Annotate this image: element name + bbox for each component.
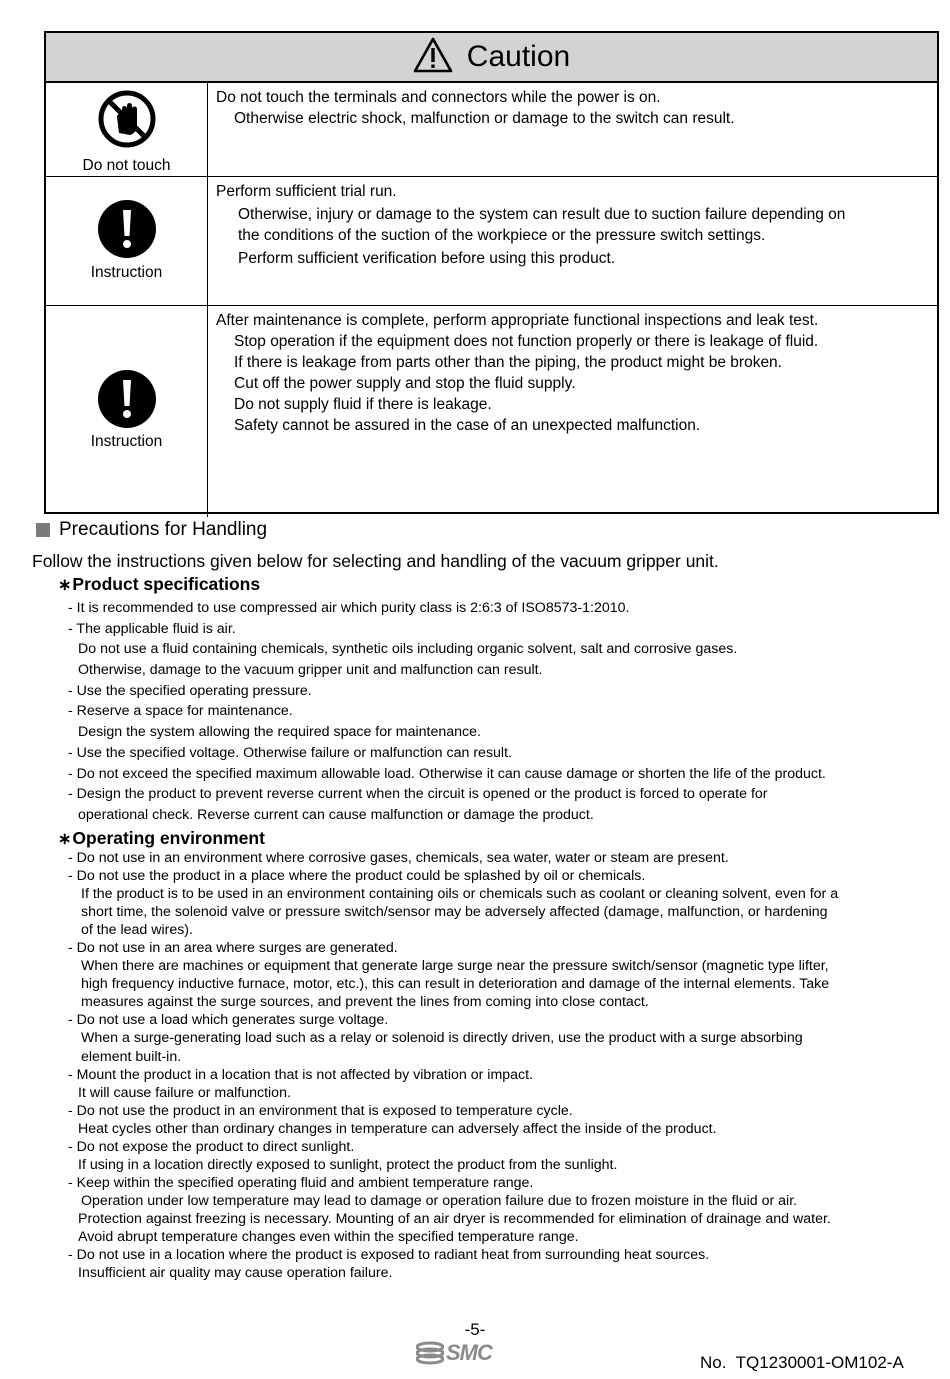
caution-line: Otherwise electric shock, malfunction or damage to the switch can result. — [234, 110, 735, 127]
caution-line: Do not supply fluid if there is leakage. — [234, 396, 492, 413]
list-item: Heat cycles other than ordinary changes in temperature can adversely affect the inside of the product. — [78, 1120, 717, 1137]
list-item: - Do not use the product in a place where the product could be splashed by oil or chemicals. — [68, 868, 646, 885]
list-item: - Do not use in an environment where corrosive gases, chemicals, sea water, water or steam are present. — [68, 850, 729, 866]
list-item: When a surge-generating load such as a relay or solenoid is directly driven, use the product with a surge absorbing — [81, 1030, 803, 1047]
asterisk-icon: ∗ — [58, 577, 72, 594]
caution-line: Otherwise, injury or damage to the system can result due to suction failure depending on — [238, 206, 846, 223]
list-item: - It is recommended to use compressed air which purity class is 2:6:3 of ISO8573-1:2010. — [68, 600, 630, 616]
list-item: operational check. Reverse current can cause malfunction or damage the product. — [78, 806, 594, 823]
caution-icon-cell — [46, 83, 208, 176]
subheading-product-specs — [58, 574, 260, 595]
section-heading — [36, 519, 267, 541]
caution-table — [44, 31, 939, 514]
caution-row-do-not-touch — [46, 82, 937, 176]
smc-logo-mark-icon — [416, 1341, 444, 1365]
caution-line: Cut off the power supply and stop the fluid supply. — [234, 375, 576, 392]
list-item: short time, the solenoid valve or pressure switch/sensor may be adversely affected (damage, malfunction, or hardening — [81, 904, 828, 921]
operating-env-list — [68, 849, 928, 1282]
list-item: - Mount the product in a location that is not affected by vibration or impact. — [68, 1066, 534, 1083]
caution-line: Perform sufficient trial run. — [216, 183, 397, 200]
list-item: Design the system allowing the required space for maintenance. — [78, 724, 481, 741]
smc-logo — [416, 1340, 492, 1366]
icon-label: Instruction — [90, 264, 163, 281]
caution-line: Safety cannot be assured in the case of an unexpected malfunction. — [234, 417, 701, 434]
list-item: of the lead wires). — [81, 922, 193, 939]
subheading-operating-env — [58, 828, 265, 849]
asterisk-icon: ∗ — [58, 831, 72, 848]
caution-row-maintenance — [46, 305, 937, 517]
list-item: measures against the surge sources, and prevent the lines from coming into close contact. — [81, 994, 649, 1011]
list-item: - Do not use in an area where surges are generated. — [68, 940, 398, 957]
intro-text: Follow the instructions given below for selecting and handling of the vacuum gripper unit. — [32, 551, 719, 571]
caution-icon-cell — [46, 306, 208, 517]
list-item: Do not use a fluid containing chemicals, synthetic oils including organic solvent, salt and corrosive gases. — [78, 641, 738, 658]
list-item: - Do not expose the product to direct sunlight. — [68, 1138, 355, 1155]
list-item: If the product is to be used in an environment containing oils or chemicals such as coolant or cleaning solvent, even for a — [81, 886, 839, 903]
caution-text — [208, 306, 937, 517]
list-item: Insufficient air quality may cause operation failure. — [78, 1265, 393, 1282]
icon-label: Do not touch — [82, 157, 171, 174]
list-item: - Reserve a space for maintenance. — [68, 703, 293, 720]
list-item: - Do not use in a location where the product is exposed to radiant heat from surrounding heat sources. — [68, 1247, 710, 1264]
list-item: Otherwise, damage to the vacuum gripper unit and malfunction can result. — [78, 662, 543, 679]
caution-line: Stop operation if the equipment does not function properly or there is leakage of fluid. — [234, 333, 819, 350]
caution-text — [208, 83, 937, 176]
square-bullet-icon — [36, 523, 50, 537]
list-item: - The applicable fluid is air. — [68, 620, 236, 637]
list-item: - Do not use a load which generates surge voltage. — [68, 1012, 389, 1029]
list-item: - Use the specified operating pressure. — [68, 682, 312, 699]
document-number: No. TQ1230001-OM102-A — [700, 1353, 904, 1372]
logo-text: SMC — [446, 1340, 492, 1365]
list-item: Avoid abrupt temperature changes even within the specified temperature range. — [78, 1228, 579, 1245]
list-item: Protection against freezing is necessary. Mounting of an air dryer is recommended for elimination of drainage and water. — [78, 1210, 831, 1227]
list-item: - Design the product to prevent reverse current when the circuit is opened or the product is forced to operate for — [68, 786, 768, 803]
list-item: - Keep within the specified operating fluid and ambient temperature range. — [68, 1174, 534, 1191]
list-item: Operation under low temperature may lead to damage or operation failure due to frozen moisture in the fluid or air. — [81, 1192, 798, 1209]
caution-line: After maintenance is complete, perform appropriate functional inspections and leak test. — [216, 312, 819, 329]
caution-line: the conditions of the suction of the workpiece or the pressure switch settings. — [238, 227, 766, 244]
subheading-text: Operating environment — [72, 828, 265, 848]
page-number: -5- — [464, 1320, 486, 1339]
list-item: - Do not exceed the specified maximum allowable load. Otherwise it can cause damage or shorten the life of the product. — [68, 765, 826, 782]
exclamation-icon — [98, 200, 156, 258]
warning-triangle-icon — [413, 37, 453, 73]
caution-line: If there is leakage from parts other than the piping, the product might be broken. — [234, 354, 782, 371]
caution-icon-cell — [46, 177, 208, 305]
caution-line: Perform sufficient verification before using this product. — [238, 250, 616, 267]
exclamation-icon — [98, 370, 156, 428]
list-item: It will cause failure or malfunction. — [78, 1084, 291, 1101]
caution-line: Do not touch the terminals and connectors while the power is on. — [216, 89, 661, 106]
no-touch-icon — [97, 89, 157, 149]
caution-header — [46, 33, 937, 82]
icon-label: Instruction — [90, 433, 163, 450]
list-item: high frequency inductive furnace, motor, etc.), this can result in deterioration and damage of the internal elements. Take — [81, 976, 830, 993]
list-item: element built-in. — [81, 1048, 182, 1065]
caution-text — [208, 177, 937, 305]
caution-row-trial-run — [46, 176, 937, 305]
section-heading-text: Precautions for Handling — [59, 519, 268, 540]
list-item: If using in a location directly exposed to sunlight, protect the product from the sunlight. — [78, 1156, 618, 1173]
list-item: When there are machines or equipment that generate large surge near the pressure switch/sensor (magnetic type lifter, — [81, 958, 829, 975]
product-spec-list — [68, 598, 928, 826]
caution-title: Caution — [466, 40, 571, 73]
subheading-text: Product specifications — [72, 574, 261, 594]
list-item: - Do not use the product in an environment that is exposed to temperature cycle. — [68, 1102, 573, 1119]
list-item: - Use the specified voltage. Otherwise failure or malfunction can result. — [68, 744, 512, 761]
